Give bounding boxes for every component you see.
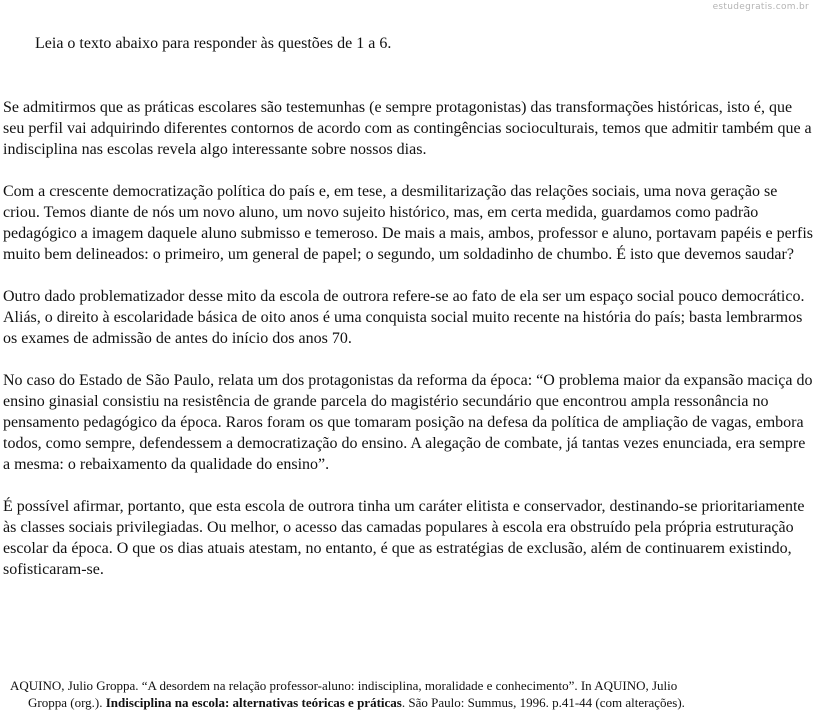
citation-line-1: AQUINO, Julio Groppa. “A desordem na relação professor-aluno: indisciplina, moralidade e conhecimento”. In AQUINO, Julio: [10, 678, 678, 693]
paragraph-2: Com a crescente democratização política do país e, em tese, a desmilitarização das relações sociais, uma nova geração se criou. Temos diante de nós um novo aluno, um novo sujeito histórico, mas, em certa medida, guardamos como padrão pedagógico a imagem daquele aluno submisso e temeroso. De mais a mais, ambos, professor e aluno, portavam papéis e perfis muito bem delineados: o primeiro, um general de papel; o segundo, um soldadinho de chumbo. É isto que devemos saudar?: [3, 183, 813, 263]
citation-line-2: [10, 695, 685, 710]
citation-publication: . São Paulo: Summus, 1996. p.41-44 (com alterações).: [401, 695, 685, 710]
reading-text: [3, 97, 815, 601]
citation-book-title: Indisciplina na escola: alternativas teóricas e práticas: [105, 695, 402, 710]
paragraph-1: Se admitirmos que as práticas escolares são testemunhas (e sempre protagonistas) das transformações históricas, isto é, que seu perfil vai adquirindo diferentes contornos de acordo com as contingências socioculturais, temos que admitir também que a indisciplina nas escolas revela algo interessante sobre nossos dias.: [3, 99, 812, 158]
paragraph-4: No caso do Estado de São Paulo, relata um dos protagonistas da reforma da época: “O problema maior da expansão maciça do ensino ginasial consistiu na resistência de grande parcela do magistério secundário que encontrou ampla ressonância no pensamento pedagógico da época. Raros foram os que tomaram posição na defesa da política de ampliação de vagas, embora todos, como sempre, defendessem a democratização do ensino. A alegação de combate, já tantas vezes enunciada, era sempre a mesma: o rebaixamento da qualidade do ensino”.: [3, 372, 813, 473]
citation-editor: Groppa (org.).: [28, 695, 106, 710]
paragraph-5: É possível afirmar, portanto, que esta escola de outrora tinha um caráter elitista e conservador, destinando-se prioritariamente às classes sociais privilegiadas. Ou melhor, o acesso das camadas populares à escola era obstruído pela própria estruturação escolar da época. O que os dias atuais atestam, no entanto, é que as estratégias de exclusão, além de continuarem existindo, sofisticaram-se.: [3, 498, 805, 578]
source-citation: [10, 677, 810, 711]
site-watermark: estudegratis.com.br: [712, 2, 809, 12]
paragraph-3: Outro dado problematizador desse mito da escola de outrora refere-se ao fato de ela ser um espaço social pouco democrático. Aliás, o direito à escolaridade básica de oito anos é uma conquista social muito recente na história do país; basta lembrarmos os exames de admissão de antes do início dos anos 70.: [3, 288, 805, 347]
reading-instruction: Leia o texto abaixo para responder às questões de 1 a 6.: [35, 35, 392, 52]
